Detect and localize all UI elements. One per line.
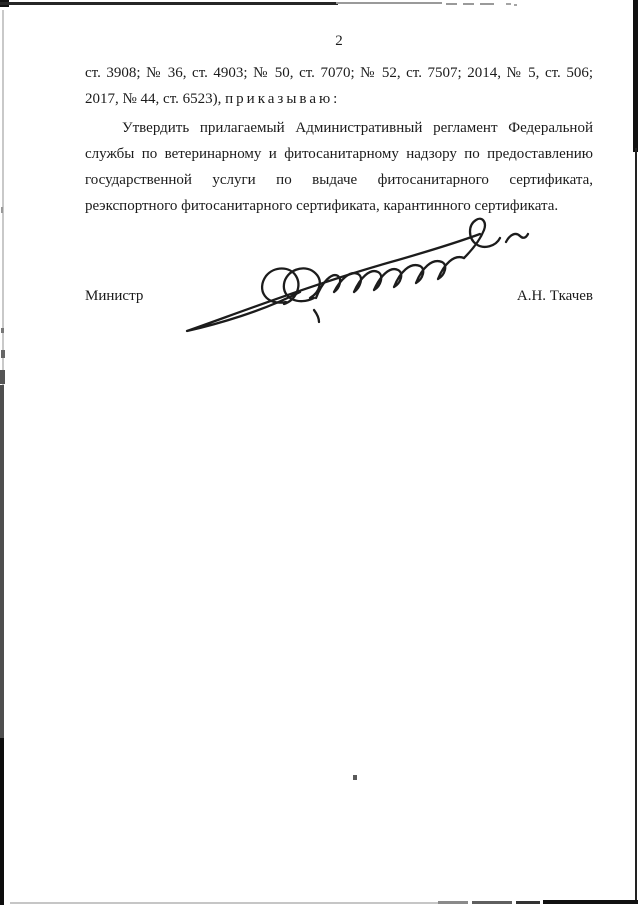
document-body	[85, 60, 593, 219]
scan-artifact-left-edge-bar-black	[0, 738, 4, 905]
signer-role: Министр	[85, 288, 144, 304]
signature-row	[85, 287, 593, 305]
scan-artifact-bottom-dash	[472, 901, 512, 904]
order-paragraph-line-3: государственной услуги по выдаче фитосанитарного сертификата,	[85, 172, 593, 188]
order-word: приказываю:	[225, 91, 341, 107]
scan-artifact-left-dash	[1, 207, 3, 213]
citation-line-1: ст. 3908; № 36, ст. 4903; № 50, ст. 7070; № 52, ст. 7507; 2014, № 5, ст. 506;	[85, 65, 593, 81]
scan-artifact-bottom-dash	[438, 901, 468, 904]
scan-artifact-top-edge-line-gray	[336, 2, 442, 4]
scan-artifact-left-dash	[1, 350, 5, 358]
scan-artifact-top-dash	[506, 3, 511, 5]
scan-artifact-left-edge-line	[2, 10, 4, 390]
scan-artifact-right-edge-line	[635, 148, 637, 904]
scan-artifact-top-dash	[446, 3, 457, 5]
signature-main-sweep	[187, 234, 480, 331]
scan-artifact-top-left-blob	[0, 0, 9, 7]
citation-line-2	[85, 86, 593, 112]
scan-artifact-right-edge-bar	[633, 0, 638, 152]
scan-artifact-speck	[353, 775, 357, 780]
order-paragraph-line-1: Утвердить прилагаемый Административный регламент Федеральной	[122, 120, 593, 136]
scan-artifact-top-dash	[480, 3, 494, 5]
scan-artifact-top-dash	[514, 4, 517, 6]
scan-artifact-left-edge-bar-gray	[0, 385, 4, 740]
order-paragraph-line-2: службы по ветеринарному и фитосанитарному надзору по предоставлению	[85, 146, 593, 162]
signature-tilde	[506, 234, 528, 242]
scan-artifact-top-edge-line	[0, 2, 338, 5]
signer-name: А.Н. Ткачев	[516, 288, 593, 304]
citation-line-2-prefix: 2017, № 44, ст. 6523),	[85, 91, 226, 107]
page-number: 2	[335, 33, 343, 49]
scan-artifact-bottom-edge-bar	[543, 900, 638, 904]
scan-artifact-left-dash	[0, 370, 5, 384]
scan-artifact-bottom-dash	[516, 901, 540, 904]
scan-artifact-left-dash	[1, 328, 4, 333]
order-paragraph-line-4: реэкспортного фитосанитарного сертификата, карантинного сертификата.	[85, 198, 559, 214]
signature-scribble	[168, 212, 548, 342]
signature-comma	[314, 310, 319, 322]
scan-artifact-top-dash	[463, 3, 474, 5]
scan-artifact-bottom-edge-line	[10, 902, 440, 904]
